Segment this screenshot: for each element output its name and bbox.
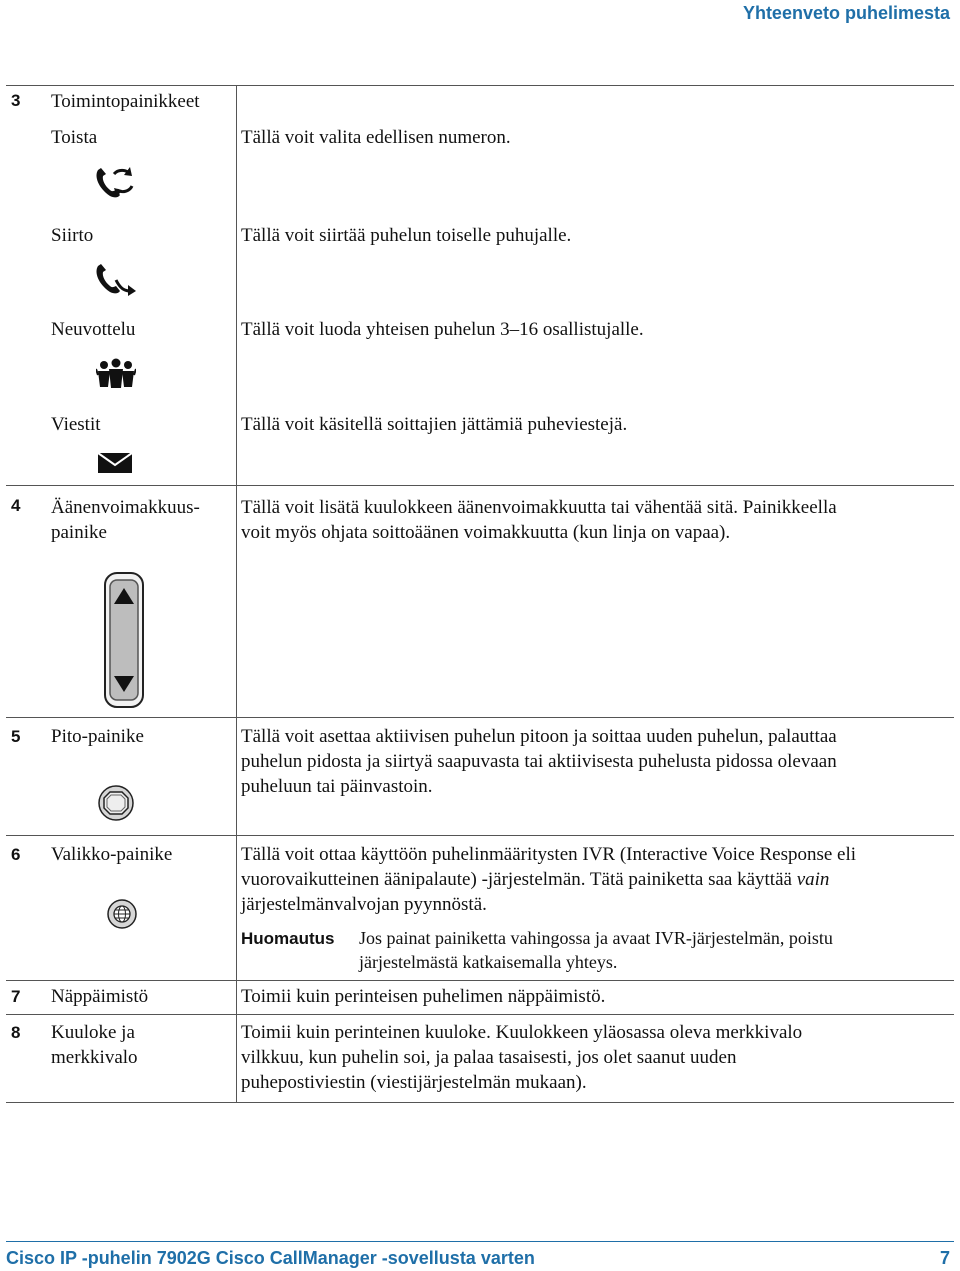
hold-button-icon [97, 784, 135, 822]
row-description-line [241, 867, 829, 892]
row-divider [6, 1014, 954, 1015]
row-description-line: Tällä voit lisätä kuulokkeen äänenvoimakkuutta tai vähentää sitä. Painikkeella [241, 497, 837, 518]
row-description-line: puhepostiviestin (viestijärjestelmän mukaan). [241, 1072, 587, 1093]
row-description-line: vilkkuu, kun puhelin soi, ja palaa tasaisesti, jos olet saanut uuden [241, 1047, 737, 1068]
row-description-line: voit myös ohjata soittoäänen voimakkuutta (kun linja on vapaa). [241, 522, 731, 543]
table-bottom-rule [6, 1102, 954, 1103]
row-title: Toimintopainikkeet [51, 91, 200, 112]
row-divider [6, 980, 954, 981]
softkey-name: Toista [51, 127, 98, 148]
row-divider [6, 717, 954, 718]
row-title: Näppäimistö [51, 986, 149, 1007]
footer-rule [6, 1241, 954, 1242]
row-description-line: Tällä voit asettaa aktiivisen puhelun pitoon ja soittaa uuden puhelun, palauttaa [241, 726, 837, 747]
row-description-line: puhelun pidosta ja siirtyä saapuvasta tai aktiivisesta puhelusta pidossa olevaan [241, 751, 837, 772]
row-number: 3 [11, 91, 21, 110]
envelope-icon [97, 451, 133, 475]
row-title-line: Kuuloke ja [51, 1022, 135, 1043]
softkey-description: Tällä voit käsitellä soittajien jättämiä puheviestejä. [241, 414, 628, 435]
row-title-line: painike [51, 522, 107, 543]
note-label: Huomautus [241, 929, 335, 948]
row-description-line: Tällä voit ottaa käyttöön puhelinmääritysten IVR (Interactive Voice Response eli [241, 844, 857, 865]
footer-document-title: Cisco IP -puhelin 7902G Cisco CallManager -sovellusta varten [6, 1248, 535, 1268]
row-description: Toimii kuin perinteisen puhelimen näppäimistö. [241, 986, 606, 1007]
page-header-title: Yhteenveto puhelimesta [742, 3, 950, 23]
menu-button-icon [106, 898, 138, 930]
softkey-name: Siirto [51, 225, 94, 246]
row-title: Valikko-painike [51, 844, 173, 865]
volume-rocker-icon [104, 572, 144, 708]
row-description-text: vuorovaikutteinen äänipalaute) -järjestelmän. Tätä painiketta saa käyttää [241, 869, 797, 890]
softkey-description: Tällä voit luoda yhteisen puhelun 3–16 osallistujalle. [241, 319, 644, 340]
row-number: 4 [11, 496, 21, 515]
row-title-line: Äänenvoimakkuus- [51, 497, 200, 518]
row-number: 7 [11, 987, 21, 1006]
row-number: 5 [11, 727, 21, 746]
row-description-line: Toimii kuin perinteinen kuuloke. Kuulokkeen yläosassa oleva merkkivalo [241, 1022, 803, 1043]
row-divider [6, 485, 954, 486]
row-divider [6, 835, 954, 836]
column-divider [236, 85, 237, 1102]
note-text-line: järjestelmästä katkaisemalla yhteys. [359, 952, 618, 972]
conference-icon [96, 357, 136, 389]
row-description-line: puheluun tai päinvastoin. [241, 776, 433, 797]
note-text-line: Jos painat painiketta vahingossa ja avaat IVR-järjestelmän, poistu [359, 928, 833, 948]
row-number: 6 [11, 845, 21, 864]
table-top-rule [6, 85, 954, 86]
softkey-name: Neuvottelu [51, 319, 136, 340]
softkey-description: Tällä voit siirtää puhelun toiselle puhujalle. [241, 225, 572, 246]
redial-icon [92, 162, 138, 204]
emphasis-text: vain [796, 869, 830, 890]
softkey-name: Viestit [51, 414, 101, 435]
row-title: Pito-painike [51, 726, 144, 747]
row-description-line: järjestelmänvalvojan pyynnöstä. [241, 894, 487, 915]
softkey-description: Tällä voit valita edellisen numeron. [241, 127, 511, 148]
row-number: 8 [11, 1023, 21, 1042]
page-number: 7 [939, 1248, 950, 1268]
row-title-line: merkkivalo [51, 1047, 138, 1068]
transfer-icon [92, 258, 138, 300]
